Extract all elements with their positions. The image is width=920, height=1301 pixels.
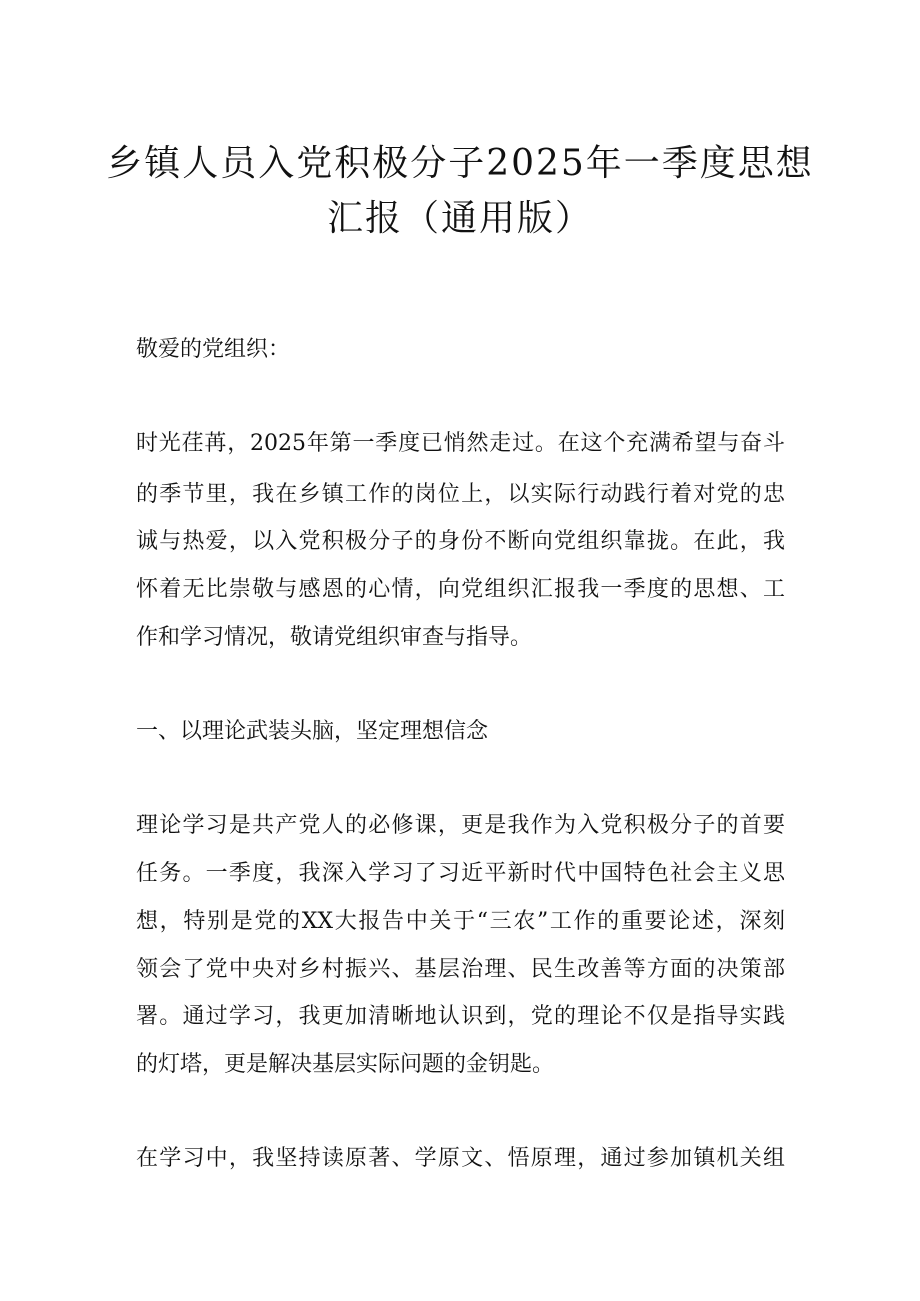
paragraph-2-line-1: 理论学习是共产党人的必修课，更是我作为入党积极分子的首要 xyxy=(136,813,785,838)
paragraph-1-line-1: 时光荏苒，2025年第一季度已悄然走过。在这个充满希望与奋斗 xyxy=(136,431,785,456)
paragraph-3-line-1: 在学习中，我坚持读原著、学原文、悟原理，通过参加镇机关组 xyxy=(136,1146,785,1171)
document-title-line-1: 乡镇人员入党积极分子2025年一季度思想 xyxy=(106,143,814,184)
paragraph-1-line-5: 作和学习情况，敬请党组织审查与指导。 xyxy=(136,625,533,650)
paragraph-1-line-4: 怀着无比崇敬与感恩的心情，向党组织汇报我一季度的思想、工 xyxy=(136,577,785,602)
paragraph-2-line-4: 领会了党中央对乡村振兴、基层治理、民生改善等方面的决策部 xyxy=(136,957,785,982)
section-1-heading: 一、以理论武装头脑，坚定理想信念 xyxy=(136,719,489,744)
paragraph-2-line-5: 署。通过学习，我更加清晰地认识到，党的理论不仅是指导实践 xyxy=(136,1004,785,1029)
paragraph-1-line-2: 的季节里，我在乡镇工作的岗位上，以实际行动践行着对党的忠 xyxy=(136,482,785,507)
paragraph-2-line-2: 任务。一季度，我深入学习了习近平新时代中国特色社会主义思 xyxy=(136,861,785,886)
paragraph-1-line-3: 诚与热爱，以入党积极分子的身份不断向党组织靠拢。在此，我 xyxy=(136,529,785,554)
paragraph-2-line-3: 想，特别是党的XX大报告中关于“三农”工作的重要论述，深刻 xyxy=(136,909,785,934)
paragraph-2-line-6: 的灯塔，更是解决基层实际问题的金钥匙。 xyxy=(136,1052,555,1077)
salutation: 敬爱的党组织： xyxy=(136,337,291,362)
document-title-line-2: 汇报（通用版） xyxy=(326,198,593,239)
